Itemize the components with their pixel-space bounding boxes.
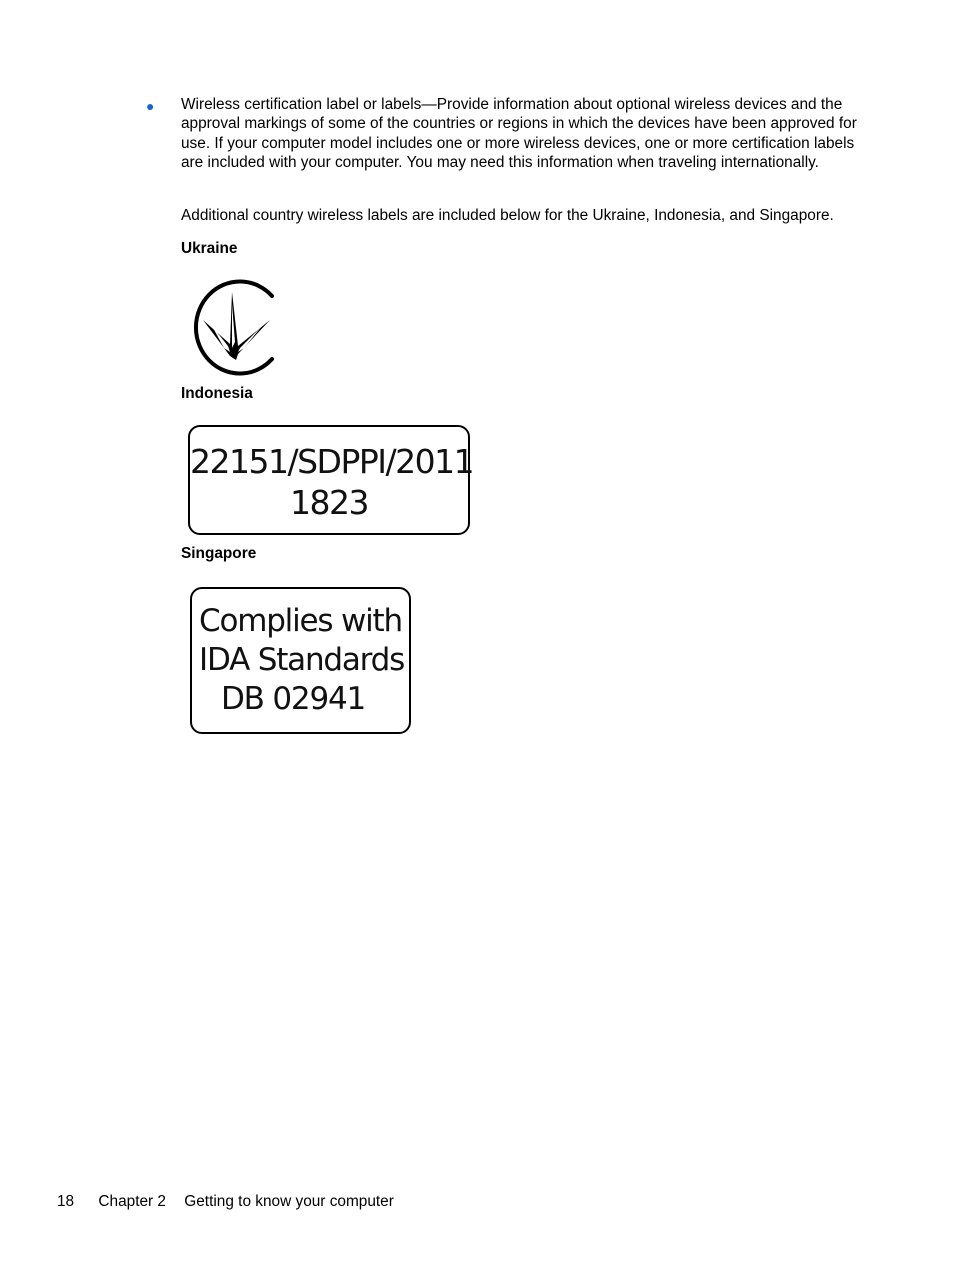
singapore-label-line-2: IDA Standards bbox=[199, 642, 405, 678]
indonesia-heading: Indonesia bbox=[181, 385, 253, 402]
indonesia-label-line-2: 1823 bbox=[290, 483, 368, 522]
indonesia-label-line-1: 22151/SDPPI/2011 bbox=[190, 442, 474, 481]
singapore-heading: Singapore bbox=[181, 545, 257, 562]
footer-chapter-title: Getting to know your computer bbox=[184, 1193, 394, 1210]
page-number: 18 bbox=[57, 1193, 75, 1210]
singapore-label-line-3: DB 02941 bbox=[221, 681, 366, 717]
ukraine-certification-mark-icon bbox=[186, 276, 278, 378]
singapore-certification-label bbox=[190, 587, 411, 734]
singapore-label-line-1: Complies with bbox=[199, 603, 402, 639]
additional-labels-paragraph: Additional country wireless labels are included below for the Ukraine, Indonesia, and Singapore. bbox=[181, 207, 834, 224]
bullet-dot-icon: ● bbox=[146, 98, 155, 114]
bullet-paragraph: Wireless certification label or labels—Provide information about optional wireless devices and the approval markings of some of the countries or regions in which the devices have been approved for use. If your computer model includes one or more wireless devices, one or more certification labels are included with your computer. You may need this information when traveling internationally. bbox=[181, 96, 857, 171]
page-footer bbox=[57, 1192, 394, 1211]
footer-chapter: Chapter 2 bbox=[98, 1193, 166, 1210]
ukraine-heading: Ukraine bbox=[181, 240, 238, 257]
indonesia-certification-label bbox=[188, 425, 474, 535]
